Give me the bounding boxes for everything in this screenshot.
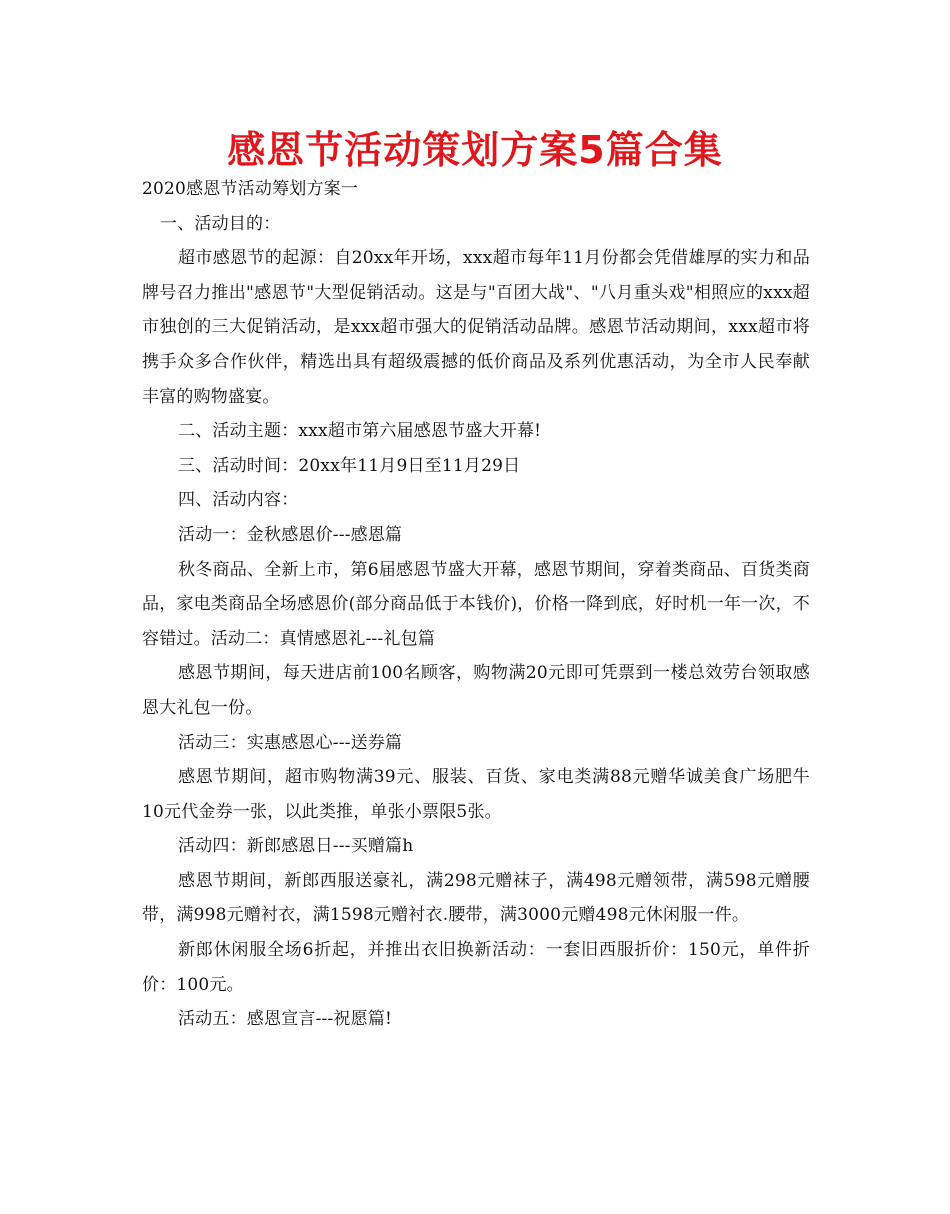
- paragraph: 活动四：新郎感恩日---买赠篇h: [178, 836, 414, 857]
- paragraph: 二、活动主题：xxx超市第六届感恩节盛大开幕!: [178, 421, 542, 442]
- paragraph: 感恩节期间，每天进店前100名顾客，购物满20元即可凭票到一楼总效劳台领取感恩大礼包一份。: [142, 663, 810, 718]
- paragraph: 感恩节期间，新郎西服送豪礼，满298元赠袜子，满498元赠领带，满598元赠腰带，满998元赠衬衣，满1598元赠衬衣.腰带，满3000元赠498元休闲服一件。: [142, 870, 810, 926]
- document-body: [142, 172, 810, 1037]
- paragraph: 活动三：实惠感恩心---送券篇: [178, 732, 403, 753]
- paragraph: 新郎休闲服全场6折起，并推出衣旧换新活动：一套旧西服折价：150元，单件折价：100元。: [142, 940, 810, 995]
- section-heading: 一、活动目的：: [160, 213, 281, 234]
- document-title: 感恩节活动策划方案5篇合集: [227, 128, 723, 172]
- paragraph: 活动一：金秋感恩价---感恩篇: [178, 524, 403, 545]
- paragraph: 三、活动时间：20xx年11月9日至11月29日: [178, 455, 521, 476]
- paragraph: 超市感恩节的起源：自20xx年开场，xxx超市每年11月份都会凭借雄厚的实力和品牌号召力推出"感恩节"大型促销活动。这是与"百团大战"、"八月重头戏"相照应的xxx超市独创的三大促销活动，是xxx超市强大的促销活动品牌。感恩节活动期间，xxx超市将携手众多合作伙伴，精选出具有超级震撼的低价商品及系列优惠活动，为全市人民奉献丰富的购物盛宴。: [142, 248, 810, 407]
- paragraph: 四、活动内容：: [178, 490, 299, 511]
- paragraph: 感恩节期间，超市购物满39元、服装、百货、家电类满88元赠华诚美食广场肥牛10元代金券一张，以此类推，单张小票限5张。: [142, 767, 810, 822]
- section-heading: 2020感恩节活动筹划方案一: [142, 179, 359, 199]
- paragraph: 活动五：感恩宣言---祝愿篇!: [178, 1009, 393, 1030]
- paragraph: 秋冬商品、全新上市，第6届感恩节盛大开幕，感恩节期间，穿着类商品、百货类商品，家电类商品全场感恩价(部分商品低于本钱价)，价格一降到底，好时机一年一次，不容错过。活动二：真情感恩礼---礼包篇: [142, 559, 810, 649]
